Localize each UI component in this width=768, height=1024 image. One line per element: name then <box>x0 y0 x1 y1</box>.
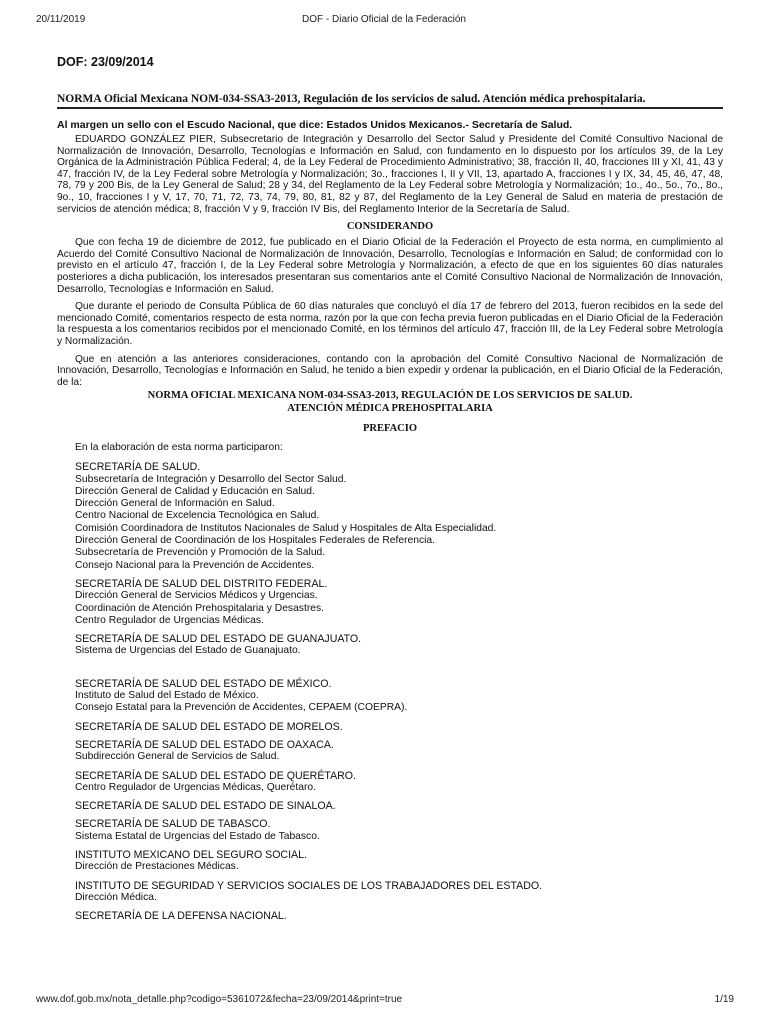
considerando-paragraph-2: Que durante el periodo de Consulta Pública de 60 días naturales que concluyó el día 17 de febrero del 2013, fueron recibidos en la sede del mencionado Comité, comentarios respecto de esta norma, razón por la que con fecha previa fueron publicadas en el Diario Oficial de la Federación la respuesta a los comentarios recibidos por el mencionado Comité, en los términos del artículo 47, fracción III, de la Ley Federal sobre Metrología y Normalización. <box>57 301 723 347</box>
considerando-paragraph-3: Que en atención a las anteriores consideraciones, contando con la aprobación del Comité Consultivo Nacional de Normalización de Innovación, Desarrollo, Tecnologías e Información en Salud, he tenido a bien expedir y ordenar la publicación, en el Diario Oficial de la Federación, de la: <box>57 353 723 388</box>
participant-group <box>75 800 723 812</box>
dof-date: DOF: 23/09/2014 <box>57 55 154 69</box>
participants-intro: En la elaboración de esta norma participaron: <box>75 442 283 454</box>
participant-group <box>75 578 723 627</box>
participant-group-head: INSTITUTO MEXICANO DEL SEGURO SOCIAL. <box>75 849 307 861</box>
page-number: 1/19 <box>714 994 734 1005</box>
considerando-paragraph-1: Que con fecha 19 de diciembre de 2012, fue publicado en el Diario Oficial de la Federación el Proyecto de esta norma, en cumplimiento al Acuerdo del Comité Consultivo Nacional de Normalización de Innovación, Desarrollo, Tecnologías e Información en Salud; de conformidad con lo previsto en el artículo 47, fracción I, de la Ley Federal sobre Metrología y Normalización, a efecto de que en los siguientes 60 días naturales posteriores a dicha publicación, los interesados presentaran sus comentarios ante el Comité Consultivo Nacional de Normalización de Innovación, Desarrollo, Tecnologías e Información en Salud. <box>57 237 723 295</box>
participant-item: Dirección Médica. <box>75 891 157 903</box>
considerando-heading: CONSIDERANDO <box>346 221 434 233</box>
participant-item: Subdirección General de Servicios de Salud. <box>75 751 280 763</box>
participant-group <box>75 633 723 658</box>
participant-group-head: SECRETARÍA DE SALUD DE TABASCO. <box>75 818 271 831</box>
participant-group-head: SECRETARÍA DE SALUD DEL ESTADO DE QUERÉTARO. <box>75 769 356 782</box>
norma-heading-line-2: ATENCIÓN MÉDICA PREHOSPITALARIA <box>287 402 493 414</box>
participant-item: Consejo Estatal para la Prevención de Accidentes, CEPAEM (COEPRA). <box>75 702 408 714</box>
participant-item: Dirección General de Información en Salud. <box>75 498 275 510</box>
prefacio-heading: PREFACIO <box>362 423 418 435</box>
participant-group-head: SECRETARÍA DE LA DEFENSA NACIONAL. <box>75 910 287 923</box>
participant-group <box>75 770 723 795</box>
participant-item: Sistema de Urgencias del Estado de Guanajuato. <box>75 645 301 657</box>
participants-list <box>57 461 723 922</box>
participant-group-head: SECRETARÍA DE SALUD DEL ESTADO DE MÉXICO. <box>75 677 332 690</box>
participant-group-head: SECRETARÍA DE SALUD DEL ESTADO DE MORELOS. <box>75 720 343 733</box>
participant-group <box>75 678 723 715</box>
participant-group <box>75 721 723 733</box>
participant-group <box>75 849 723 874</box>
print-date: 20/11/2019 <box>36 14 86 25</box>
participant-group <box>75 818 723 843</box>
intro-paragraph: EDUARDO GONZÁLEZ PIER, Subsecretario de Integración y Desarrollo del Sector Salud y Presidente del Comité Consultivo Nacional de Normalización de Innovación, Desarrollo, Tecnologías e Información en Salud, con fundamento en lo dispuesto por los artículos 39, de la Ley Orgánica de la Administración Pública Federal; 4, de la Ley Federal de Procedimiento Administrativo; 38, fracción II, 40, fracciones III y XI, 41, 43 y 47, fracción IV, de la Ley Federal sobre Metrología y Normalización; 3o., fracciones I, II y VII, 13, apartado A, fracciones I y IX, 34, 45, 46, 47, 48, 78, 79 y 200 Bis, de la Ley General de Salud; 28 y 34, del Reglamento de la Ley Federal sobre Metrología y Normalización; 1o., 4o., 5o., 7o., 8o., 9o., 10, fracciones I y V, 17, 70, 71, 72, 73, 74, 79, 80, 81, 82 y 87, del Reglamento de la Ley General de Salud en materia de prestación de servicios de atención médica; 8, fracción V y 9, fracción IV Bis, del Reglamento Interior de la Secretaría de Salud. <box>57 134 723 215</box>
participant-group-head: SECRETARÍA DE SALUD DEL ESTADO DE OAXACA. <box>75 738 334 751</box>
page-header-title: DOF - Diario Oficial de la Federación <box>302 14 466 25</box>
sello-line: Al margen un sello con el Escudo Nacional, que dice: Estados Unidos Mexicanos.- Secretaría de Salud. <box>57 119 573 131</box>
participant-group-head: INSTITUTO DE SEGURIDAD Y SERVICIOS SOCIALES DE LOS TRABAJADORES DEL ESTADO. <box>75 879 543 892</box>
participant-item: Centro Nacional de Excelencia Tecnológica en Salud. <box>75 510 320 522</box>
participant-item: Comisión Coordinadora de Institutos Nacionales de Salud y Hospitales de Alta Especialidad. <box>75 522 497 534</box>
participant-item: Dirección General de Coordinación de los Hospitales Federales de Referencia. <box>75 535 436 547</box>
participant-item: Dirección de Prestaciones Médicas. <box>75 861 239 873</box>
participant-item: Subsecretaría de Prevención y Promoción de la Salud. <box>75 547 326 559</box>
participant-item: Coordinación de Atención Prehospitalaria y Desastres. <box>75 602 324 614</box>
participant-item: Centro Regulador de Urgencias Médicas, Querétaro. <box>75 781 316 793</box>
participant-group <box>75 910 723 922</box>
participant-item: Sistema Estatal de Urgencias del Estado de Tabasco. <box>75 830 320 842</box>
participant-item: Centro Regulador de Urgencias Médicas. <box>75 614 264 626</box>
participant-item: Dirección General de Calidad y Educación en Salud. <box>75 485 315 497</box>
participant-item: Dirección General de Servicios Médicos y Urgencias. <box>75 590 318 602</box>
group-spacer <box>57 664 723 678</box>
page-url: www.dof.gob.mx/nota_detalle.php?codigo=5361072&fecha=23/09/2014&print=true <box>36 994 403 1005</box>
participant-group <box>75 880 723 905</box>
participant-item: Consejo Nacional para la Prevención de Accidentes. <box>75 559 315 571</box>
participant-group-head: SECRETARÍA DE SALUD DEL ESTADO DE SINALOA. <box>75 800 336 813</box>
participant-group-head: SECRETARÍA DE SALUD DEL DISTRITO FEDERAL. <box>75 577 328 590</box>
norma-heading-line-1: NORMA OFICIAL MEXICANA NOM-034-SSA3-2013, REGULACIÓN DE LOS SERVICIOS DE SALUD. <box>147 390 633 402</box>
participant-group-head: SECRETARÍA DE SALUD DEL ESTADO DE GUANAJUATO. <box>75 633 362 646</box>
participant-item: Instituto de Salud del Estado de México. <box>75 690 259 702</box>
participant-group <box>75 739 723 764</box>
participant-group <box>75 461 723 572</box>
document-body <box>57 55 723 928</box>
participant-item: Subsecretaría de Integración y Desarrollo del Sector Salud. <box>75 473 347 485</box>
participant-group-head: SECRETARÍA DE SALUD. <box>75 461 201 474</box>
norma-title: NORMA Oficial Mexicana NOM-034-SSA3-2013, Regulación de los servicios de salud. Atención médica prehospitalaria. <box>57 93 723 109</box>
